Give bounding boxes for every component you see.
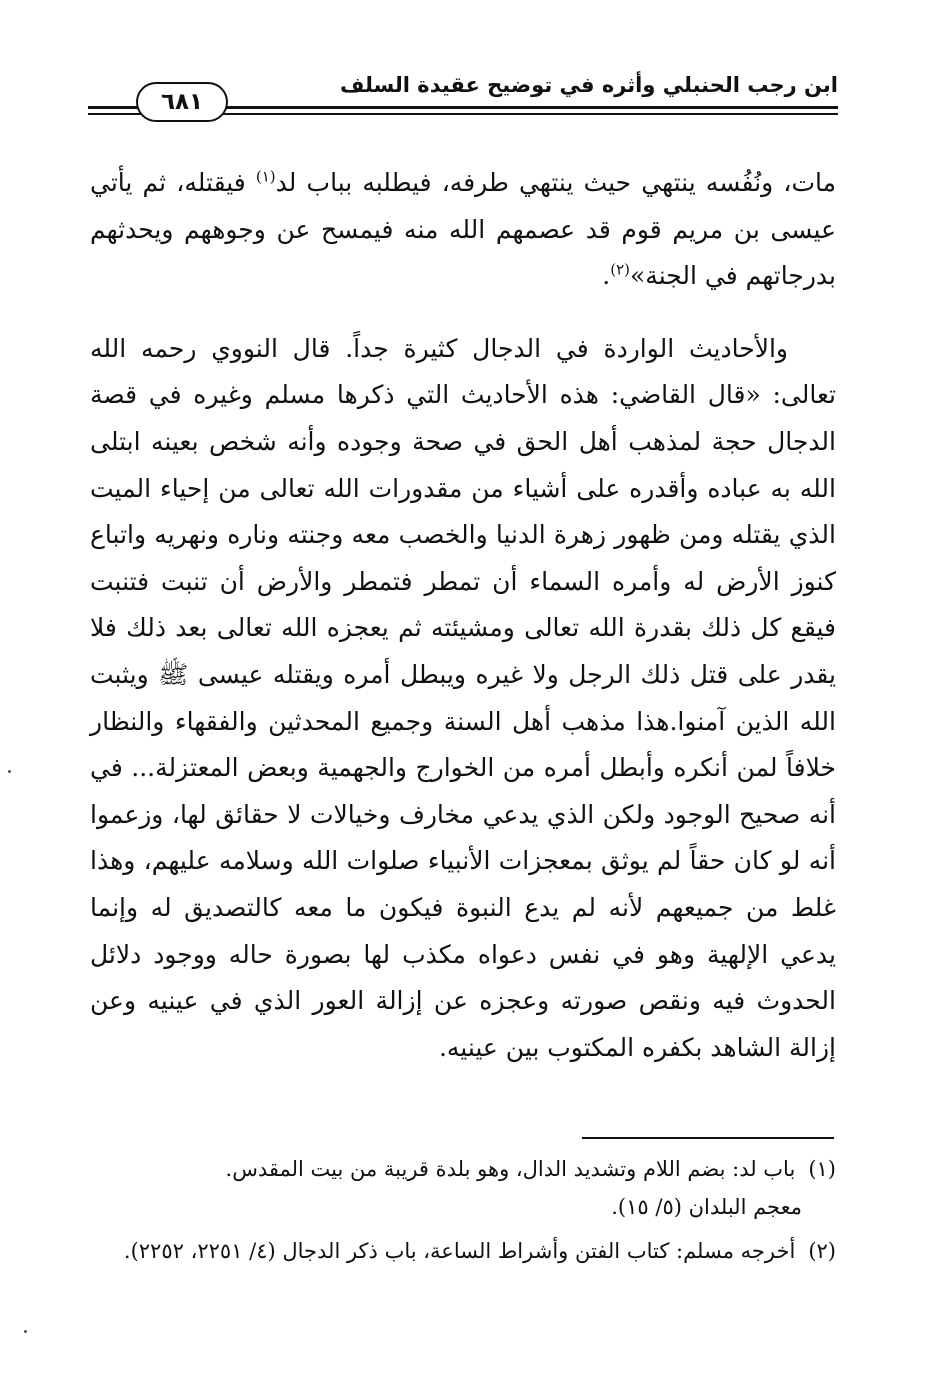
footnote-1-continuation: معجم البلدان (٥/ ١٥).	[611, 1195, 802, 1219]
footnote-ref-1: (١)	[255, 167, 276, 186]
footnote-1-text: باب لد: بضم اللام وتشديد الدال، وهو بلدة قريبة من بيت المقدس.	[225, 1157, 796, 1181]
paragraph-1	[90, 160, 836, 300]
footnote-separator	[582, 1137, 834, 1139]
footnote-2-text: أخرجه مسلم: كتاب الفتن وأشراط الساعة، باب ذكر الدجال (٤/ ٢٢٥١، ٢٢٥٢).	[123, 1239, 796, 1263]
footnote-2	[90, 1232, 836, 1270]
page-number-badge: ٦٨١	[136, 82, 228, 122]
main-text	[90, 160, 836, 1071]
header-title: ابن رجب الحنبلي وأثره في توضيح عقيدة السلف	[339, 73, 838, 97]
paragraph-2: والأحاديث الواردة في الدجال كثيرة جداً. قال النووي رحمه الله تعالى: «قال القاضي: هذه الأحاديث التي ذكرها مسلم وغيره في قصة الدجال حجة لمذهب أهل الحق في صحة وجوده وأنه شخص بعينه ابتلى الله به عباده وأقدره على أشياء من مقدورات الله تعالى من إحياء الميت الذي يقتله ومن ظهور زهرة الدنيا والخصب معه وجنته وناره ونهريه واتباع كنوز الأرض له وأمره السماء أن تمطر فتمطر والأرض أن تنبت فتنبت فيقع كل ذلك بقدرة الله تعالى ومشيئته ثم يعجزه الله تعالى بعد ذلك فلا يقدر على قتل ذلك الرجل ولا غيره ويبطل أمره ويقتله عيسى ﷺ ويثبت الله الذين آمنوا.هذا مذهب أهل السنة وجميع المحدثين والفقهاء والنظار خلافاً لمن أنكره وأبطل أمره من الخوارج والجهمية وبعض المعتزلة... في أنه صحيح الوجود ولكن الذي يدعي مخارف وخيالات لا حقائق لها، وزعموا أنه لو كان حقاً لم يوثق بمعجزات الأنبياء صلوات الله وسلامه عليهم، وهذا غلط من جميعهم لأنه لم يدع النبوة فيكون ما معه كالتصديق له وإنما يدعي الإلهية وهو في نفس دعواه مكذب لها بصورة حاله ووجود دلائل الحدوث فيه ونقص صورته وعجزه عن إزالة العور الذي في عينيه وعن إزالة الشاهد بكفره المكتوب بين عينيه.	[90, 333, 836, 1062]
footnote-2-number: (٢)	[808, 1239, 836, 1263]
scan-speck	[24, 1330, 27, 1333]
paragraph-1-text-b: فيقتله، ثم يأتي عيسى بن مريم قوم قد عصمهم الله منه فيمسح عن وجوههم ويحدثهم بدرجاتهم في الجنة»	[90, 168, 836, 291]
paragraph-1-text-c: .	[602, 261, 611, 291]
paragraph-1-text-a: مات، ونُفُسه ينتهي حيث ينتهي طرفه، فيطلبه بباب لد	[275, 168, 836, 197]
scan-speck	[8, 770, 11, 773]
footnotes	[90, 1150, 836, 1276]
footnote-1-number: (١)	[808, 1157, 836, 1181]
running-header	[88, 68, 838, 118]
footnote-1	[90, 1150, 836, 1226]
footnote-ref-2: (٢)	[610, 260, 631, 279]
